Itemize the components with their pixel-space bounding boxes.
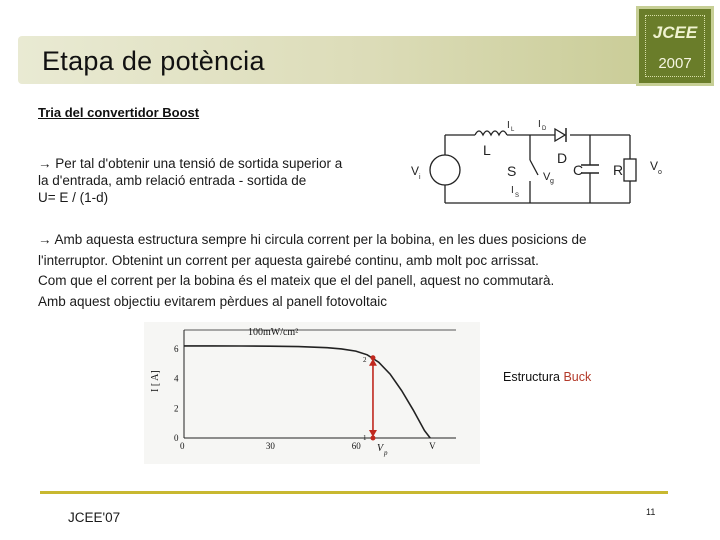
y-axis-label: I [ A]: [150, 370, 161, 392]
y-tick-label: 0: [174, 433, 179, 443]
label-id: I: [538, 119, 541, 130]
chart-title: 100mW/cm²: [248, 327, 299, 338]
label-il: I: [507, 120, 510, 131]
buck-structure-label: [503, 370, 591, 384]
label-vo-sub: o: [658, 169, 662, 176]
label-is-sub: S: [515, 193, 520, 199]
label-il-sub: L: [511, 127, 515, 133]
jcee-logo: [636, 6, 714, 86]
resistor-symbol: [624, 159, 636, 181]
x-tick-label: 60: [351, 441, 361, 451]
buck-label-prefix: Estructura: [503, 370, 560, 384]
arrow-icon: →: [38, 156, 52, 171]
paragraph1-line3: U= E / (1-d): [38, 190, 109, 205]
point-1-label: 1: [362, 434, 367, 442]
footer-conference: JCEE'07: [68, 510, 121, 525]
paragraph2-line3: Com que el corrent per la bobina és el mateix que el del panell, aquest no commutarà.: [38, 273, 555, 288]
y-tick-label: 4: [174, 373, 179, 384]
vp-label: V: [376, 443, 384, 454]
x-tick-label: 0: [180, 441, 185, 451]
arrow-icon: →: [38, 232, 52, 247]
section-subtitle: Tria del convertidor Boost: [38, 105, 200, 120]
logo-name: JCEE: [652, 23, 698, 42]
paragraph-boost-ratio: [38, 155, 398, 206]
label-switch: S: [507, 163, 517, 179]
logo-year: 2007: [658, 55, 692, 72]
label-res: R: [613, 162, 624, 178]
label-diode: D: [557, 150, 568, 166]
page-number: 11: [646, 507, 656, 517]
operating-point-2: [370, 355, 375, 360]
slide-title: Etapa de potència: [42, 46, 265, 76]
label-inductor: L: [483, 142, 491, 158]
point-2-label: 2: [362, 355, 367, 364]
paragraph1-line1: Per tal d'obtenir una tensió de sortida superior a: [55, 156, 343, 171]
x-tick-label: 30: [265, 441, 275, 451]
paragraph2-line4: Amb aquest objectiu evitarem pèrdues al panell fotovoltaic: [38, 293, 387, 309]
buck-label-word: Buck: [563, 370, 592, 384]
footer-divider: [40, 491, 668, 494]
label-id-sub: D: [542, 126, 547, 132]
iv-curve-chart: [144, 322, 480, 464]
paragraph2-line1: → Amb aquesta estructura sempre hi circula corrent per la bobina, en les dues posicions de: [38, 232, 587, 247]
boost-circuit-diagram: [405, 115, 675, 210]
paragraph-explanation: [38, 230, 666, 312]
y-tick-label: 2: [174, 403, 179, 414]
y-tick-label: 6: [174, 343, 179, 354]
vp-sub-label: p: [383, 449, 388, 457]
label-cap: C: [573, 162, 584, 178]
operating-point-1: [370, 436, 375, 441]
source-symbol: [430, 155, 460, 185]
label-vi: V: [411, 164, 420, 178]
diode-symbol: [555, 129, 565, 141]
label-vi-sub: i: [419, 174, 421, 181]
label-vg-sub: g: [550, 178, 554, 185]
x-tick-label: V: [429, 441, 436, 451]
label-vo: V: [650, 159, 659, 173]
label-vg: V: [543, 171, 551, 183]
paragraph2-line2: l'interruptor. Obtenint un corrent per aquesta gairebé continu, amb molt poc arrissat.: [38, 252, 539, 268]
label-is: I: [511, 185, 514, 196]
paragraph1-line2: la d'entrada, amb relació entrada - sortida de: [38, 173, 307, 188]
